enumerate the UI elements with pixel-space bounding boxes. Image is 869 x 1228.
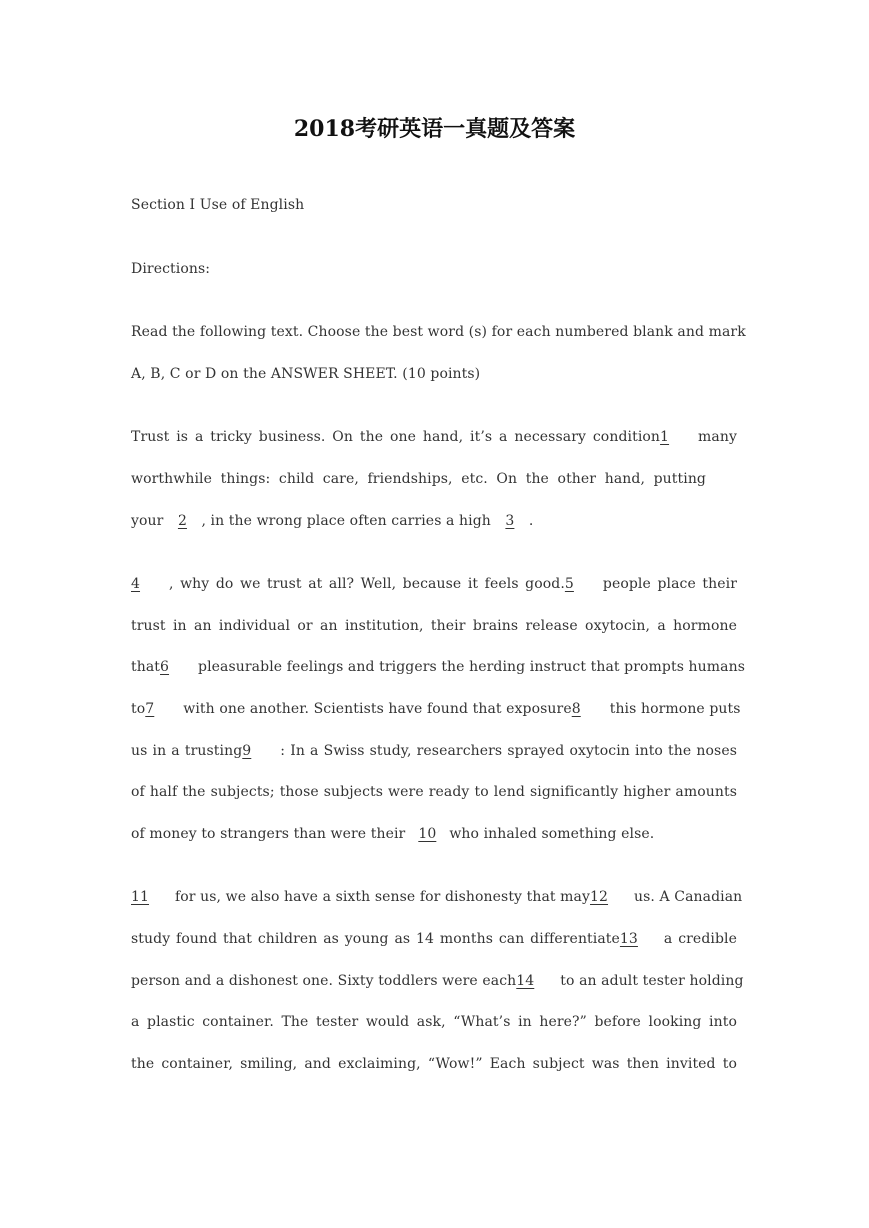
paragraph-line <box>131 927 737 969</box>
paragraph-line <box>131 969 744 1011</box>
text-run: . <box>528 512 534 529</box>
paragraph-line <box>131 425 737 467</box>
blank-7: 7 <box>145 700 155 717</box>
text-run: this hormone puts <box>609 700 741 717</box>
text-run: to <box>131 700 146 717</box>
paragraph-line <box>131 739 737 781</box>
text-run: many <box>698 429 737 446</box>
paragraph-line <box>131 697 741 739</box>
blank-14: 14 <box>516 972 535 989</box>
blank-10: 10 <box>418 825 437 842</box>
text-run: people place their <box>602 576 737 593</box>
document-body <box>131 193 746 1093</box>
directions-line: Read the following text. Choose the best word (s) for each numbered blank and mark <box>131 324 746 341</box>
text-run: with one another. Scientists have found that exposure <box>183 700 572 717</box>
paragraph-line <box>131 572 737 614</box>
text-run: us. A Canadian <box>634 889 743 906</box>
paragraph-line: the container, smiling, and exclaiming, “Wow!” Each subject was then invited to <box>131 1055 737 1072</box>
blank-1: 1 <box>660 429 670 446</box>
text-run: to an adult tester holding <box>560 972 744 989</box>
text-run: of money to strangers than were their <box>131 825 406 842</box>
paragraph-line <box>131 822 737 864</box>
text-run: , why do we trust at all? Well, because it feels good. <box>169 576 565 593</box>
blank-4: 4 <box>131 576 141 593</box>
paragraph-line <box>131 885 743 927</box>
text-run: Trust is a tricky business. On the one hand, it’s a necessary condition <box>131 429 661 446</box>
paragraph-line: trust in an individual or an institution, their brains release oxytocin, a hormone <box>131 617 737 634</box>
text-run: us in a trusting <box>131 742 243 759</box>
text-run: pleasurable feelings and triggers the herding instruct that prompts humans <box>198 659 746 676</box>
blank-8: 8 <box>571 700 581 717</box>
blank-12: 12 <box>590 889 609 906</box>
blank-2: 2 <box>177 512 187 529</box>
paragraph-line: worthwhile things: child care, friendships, etc. On the other hand, putting <box>131 470 706 487</box>
text-run: who inhaled something else. <box>449 825 655 842</box>
paragraph-line <box>131 655 746 697</box>
text-run: : In a Swiss study, researchers sprayed oxytocin into the noses <box>280 742 737 759</box>
directions-label: Directions: <box>131 260 211 277</box>
text-run: person and a dishonest one. Sixty toddlers were each <box>131 972 517 989</box>
text-run: study found that children as young as 14 months can differentiate <box>131 930 620 947</box>
paragraph-line <box>131 509 737 551</box>
blank-13: 13 <box>619 930 638 947</box>
section-heading: Section I Use of English <box>131 197 305 213</box>
text-run: , in the wrong place often carries a high <box>201 512 491 529</box>
blank-3: 3 <box>505 512 515 529</box>
blank-6: 6 <box>160 659 170 676</box>
blank-11: 11 <box>131 889 150 906</box>
text-run: for us, we also have a sixth sense for dishonesty that may <box>175 889 591 906</box>
page-title: 2018考研英语一真题及答案 <box>293 116 576 142</box>
blank-9: 9 <box>242 742 252 759</box>
text-run: a credible <box>663 930 737 947</box>
text-run: your <box>131 512 164 529</box>
paragraph-line: a plastic container. The tester would ask, “What’s in here?” before looking into <box>131 1014 737 1031</box>
blank-5: 5 <box>564 576 574 593</box>
text-run: that <box>131 659 161 676</box>
paragraph-line: of half the subjects; those subjects were ready to lend significantly higher amounts <box>131 784 737 801</box>
directions-line: A, B, C or D on the ANSWER SHEET. (10 points) <box>131 365 481 382</box>
